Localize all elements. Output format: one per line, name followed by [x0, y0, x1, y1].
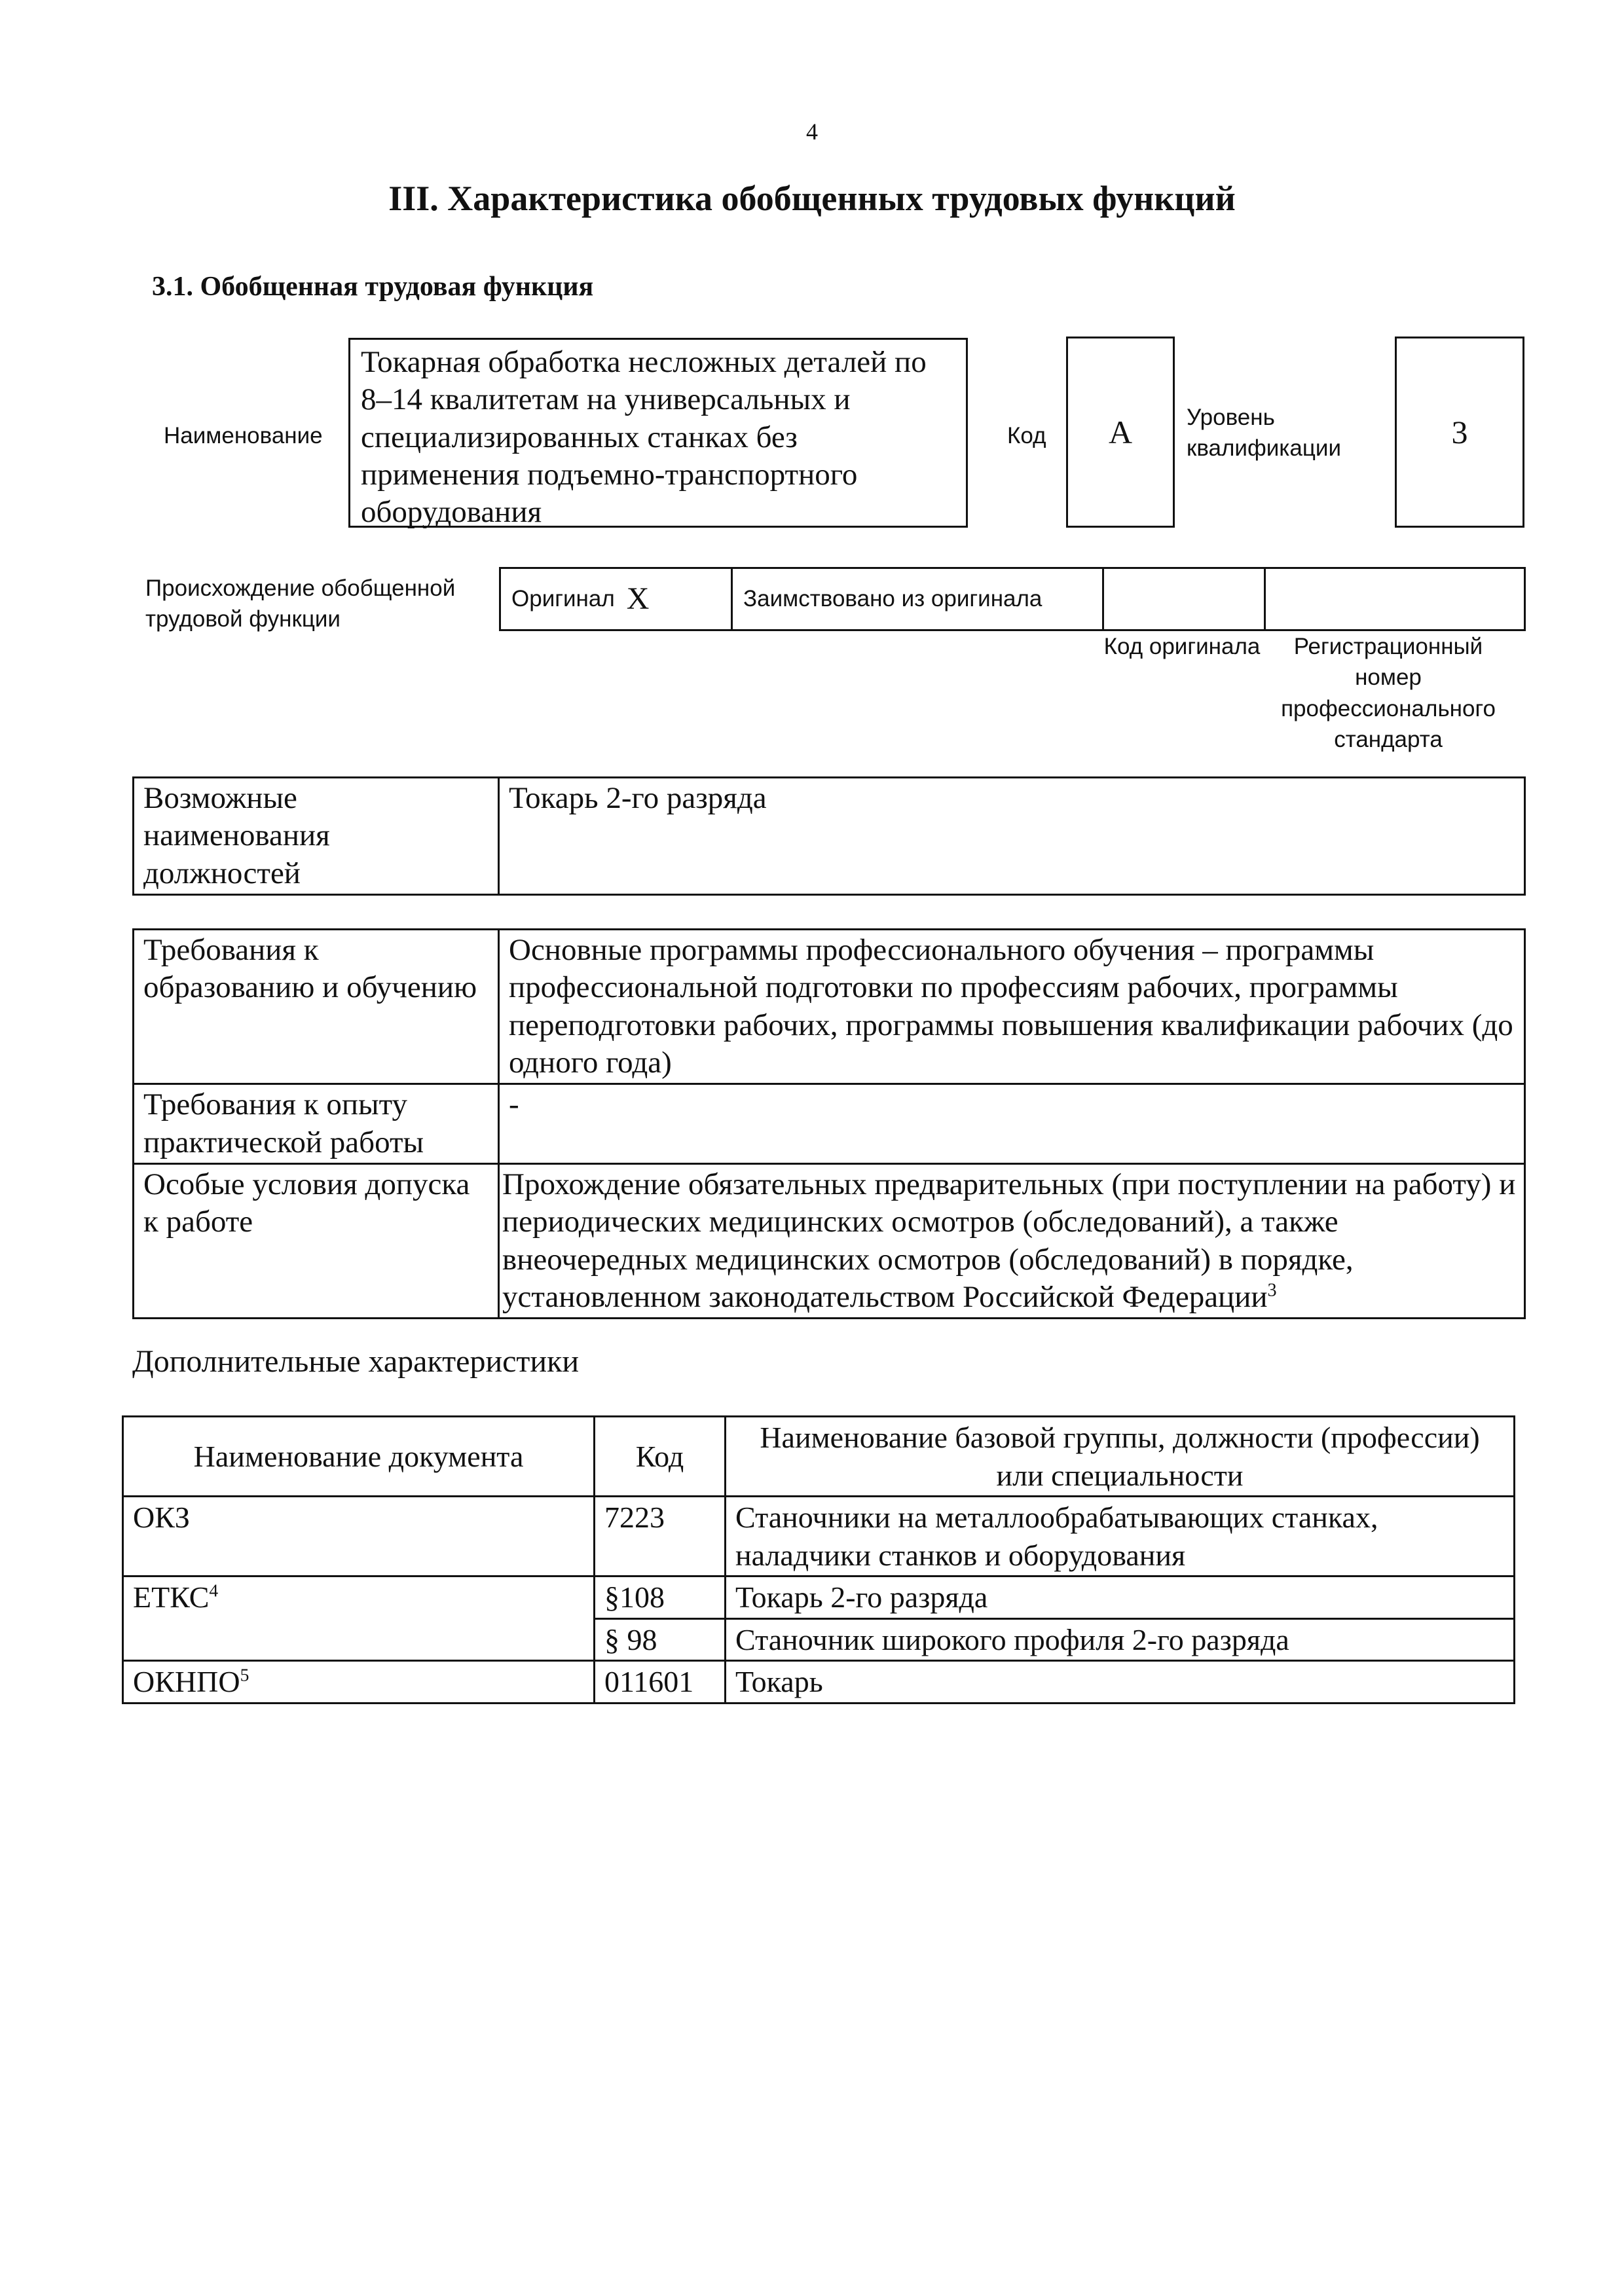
doc-name: ЕТКС: [133, 1580, 210, 1614]
table-row: [123, 1576, 1515, 1619]
additional-header-row: [123, 1417, 1515, 1497]
requirement-label: Требования к образованию и обучению: [134, 930, 499, 1084]
requirement-row: [134, 1163, 1525, 1318]
positions-value: Токарь 2-го разряда: [499, 778, 1525, 895]
doc-cell: [123, 1576, 595, 1619]
requirement-row: [134, 1084, 1525, 1164]
additional-table: [122, 1415, 1515, 1704]
requirement-value: -: [499, 1084, 1525, 1164]
requirement-value: [499, 1163, 1525, 1318]
code-cell: 7223: [595, 1497, 726, 1576]
original-mark: X: [626, 581, 650, 616]
positions-table: [132, 776, 1526, 896]
requirement-row: [134, 930, 1525, 1084]
name-label: Наименование: [164, 423, 323, 448]
table-row: [123, 1497, 1515, 1576]
doc-name: ОКЗ: [133, 1501, 190, 1534]
doc-cell: [123, 1497, 595, 1576]
origin-label: Происхождение обобщенной трудовой функции: [145, 575, 456, 632]
doc-footnote: 4: [209, 1580, 219, 1601]
table-row: [123, 1661, 1515, 1704]
function-name-box: Токарная обработка несложных деталей по 8–14 квалитетам на универсальных и специализированных станках без применения подъемно-транспортного оборудования: [348, 338, 968, 528]
additional-title: Дополнительные характеристики: [132, 1344, 580, 1379]
level-label: Уровень квалификации: [1187, 405, 1341, 462]
requirements-table: [132, 928, 1526, 1319]
code-original-cell: [1102, 569, 1266, 629]
doc-cell: [123, 1618, 595, 1661]
positions-label: Возможные наименования должностей: [134, 778, 499, 895]
requirement-value: Основные программы профессионального обучения – программы профессиональной подготовки по профессиям рабочих, программы переподготовки рабочих, программы повышения квалификации рабочих (до одного года): [499, 930, 1525, 1084]
borrowed-cell: Заимствовано из оригинала: [743, 586, 1043, 612]
code-cell: §108: [595, 1576, 726, 1619]
level-box: 3: [1395, 337, 1524, 528]
requirement-label: Требования к опыту практической работы: [134, 1084, 499, 1164]
code-cell: 011601: [595, 1661, 726, 1704]
header-document: Наименование документа: [123, 1417, 595, 1497]
positions-row: [134, 778, 1525, 895]
group-cell: Токарь: [726, 1661, 1515, 1704]
reg-number-label: Регистрационный номер профессионального стандарта: [1281, 634, 1496, 752]
doc-footnote: 5: [240, 1664, 249, 1685]
original-cell: [501, 569, 733, 629]
requirement-label: Особые условия допуска к работе: [134, 1163, 499, 1318]
table-row: [123, 1618, 1515, 1661]
subsection-title: 3.1. Обобщенная трудовая функция: [152, 272, 594, 302]
original-label: Оригинал: [511, 586, 615, 612]
footnote-3: 3: [1267, 1280, 1277, 1301]
group-cell: Токарь 2-го разряда: [726, 1576, 1515, 1619]
group-cell: Станочник широкого профиля 2-го разряда: [726, 1618, 1515, 1661]
header-base-group: Наименование базовой группы, должности (профессии) или специальности: [726, 1417, 1515, 1497]
page-number: 4: [806, 118, 818, 145]
section-title: III. Характеристика обобщенных трудовых функций: [388, 179, 1236, 218]
code-label: Код: [1007, 423, 1046, 448]
code-cell: § 98: [595, 1618, 726, 1661]
doc-name: ОКНПО: [133, 1665, 240, 1698]
group-cell: Станочники на металлообрабатывающих станках, наладчики станков и оборудования: [726, 1497, 1515, 1576]
requirement-value-text: Прохождение обязательных предварительных (при поступлении на работу) и периодических медицинских осмотров (обследований), а также внеочередных медицинских осмотров (обследований) в порядке, установленном законодательством Российской Федерации: [502, 1167, 1516, 1314]
origin-box: [499, 567, 1526, 631]
code-box: А: [1066, 337, 1175, 528]
doc-cell: [123, 1661, 595, 1704]
header-code: Код: [595, 1417, 726, 1497]
code-original-label: Код оригинала: [1103, 634, 1261, 659]
